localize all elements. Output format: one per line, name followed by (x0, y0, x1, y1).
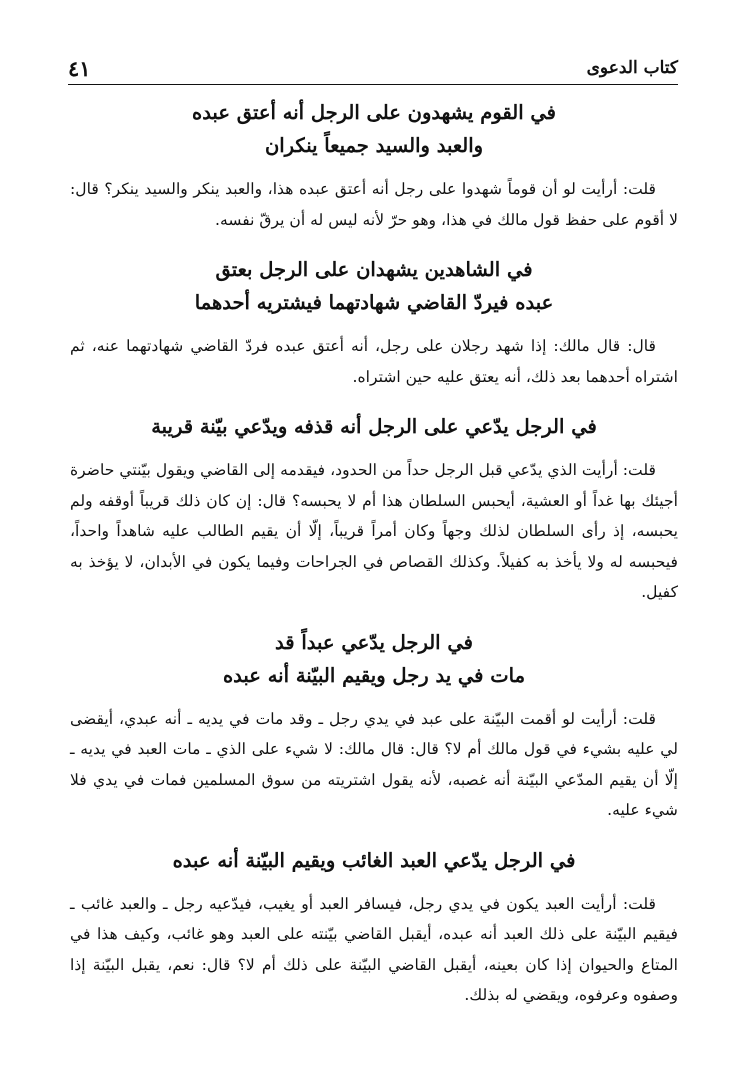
section-2 (70, 253, 678, 392)
section-heading-line: في الشاهدين يشهدان على الرجل بعتق (215, 258, 533, 281)
section-paragraph: قلت: أرأيت لو أقمت البيّنة على عبد في يدي رجل ـ وقد مات في يديه ـ أنه عبدي، أيقضى لي عليه بشيء في قول مالك أم لا؟ قال: قال مالك: لا شيء على الذي ـ مات العبد في يديه ـ إلّا أن يقيم المدّعي البيّنة أنه غصبه، لأنه يقول اشتريته من سوق المسلمين فمات في يدي فلا شيء عليه. (70, 709, 678, 819)
section-heading-line: عبده فيردّ القاضي شهادتهما فيشتريه أحدهما (194, 291, 554, 314)
section-paragraph: قلت: أرأيت الذي يدّعي قبل الرجل حداً من الحدود، فيقدمه إلى القاضي ويقول بيّنتي حاضرة أجيئك بها غداً أو العشية، أيحبس السلطان هذا أم لا يحبسه؟ قال: إن كان ذلك قريباً أوقفه ولم يحبسه، إذ رأى السلطان لذلك وجهاً وكان أمراً قريباً، إلّا أن يقيم الطالب عليه شاهداً واحداً، فيحبسه له ولا يأخذ به كفيلاً. وكذلك القصاص في الجراحات وفيما يكون في الأبدان، لا يؤخذ به كفيل. (70, 461, 678, 601)
section-heading-line: في الرجل يدّعي العبد الغائب ويقيم البيّنة أنه عبده (172, 848, 576, 872)
section-4 (70, 626, 678, 826)
page-header (68, 56, 678, 85)
section-paragraph: قلت: أرأيت العبد يكون في يدي رجل، فيسافر العبد أو يغيب، فيدّعيه رجل ـ والعبد غائب ـ فيقيم البيّنة على ذلك العبد أنه عبده، أيقبل القاضي بيّنته على العبد وهو غائب، وكيف هذا في المتاع والحيوان إذا كان بعينه، أيقبل القاضي البيّنة على ذلك أم لا؟ قال: نعم، يقبل البيّنة إذا وصفوه وعرفوه، ويقضي له بذلك. (70, 894, 678, 1004)
section-heading (70, 253, 678, 319)
section-heading-line: في الرجل يدّعي على الرجل أنه قذفه ويدّعي بيّنة قريبة (151, 415, 597, 438)
section-heading-line: والعبد والسيد جميعاً ينكران (264, 134, 484, 157)
section-heading-line: في الرجل يدّعي عبداً قد (275, 630, 473, 654)
section-heading (70, 410, 678, 443)
section-paragraph: قال: قال مالك: إذا شهد رجلان على رجل، أنه أعتق عبده فردّ القاضي شهادتهما عنه، ثم اشتراه أحدهما بعد ذلك، أنه يعتق عليه حين اشتراه. (70, 337, 678, 386)
section-1 (70, 96, 678, 235)
section-heading (70, 626, 678, 692)
section-heading-line: في القوم يشهدون على الرجل أنه أعتق عبده (191, 101, 556, 124)
section-paragraph: قلت: أرأيت لو أن قوماً شهدوا على رجل أنه أعتق عبده هذا، والعبد ينكر والسيد ينكر؟ قال: لا أقوم على حفظ قول مالك في هذا، وهو حرّ لأنه ليس له أن يرقّ نفسه. (70, 180, 678, 229)
section-5 (70, 844, 678, 1011)
section-3 (70, 410, 678, 608)
page-body (70, 96, 678, 1029)
running-title: كتاب الدعوى (586, 58, 678, 78)
page-number: ٤١ (68, 56, 91, 81)
section-heading-line: مات في يد رجل ويقيم البيّنة أنه عبده (222, 663, 526, 687)
section-heading (70, 96, 678, 162)
section-heading (70, 844, 678, 877)
